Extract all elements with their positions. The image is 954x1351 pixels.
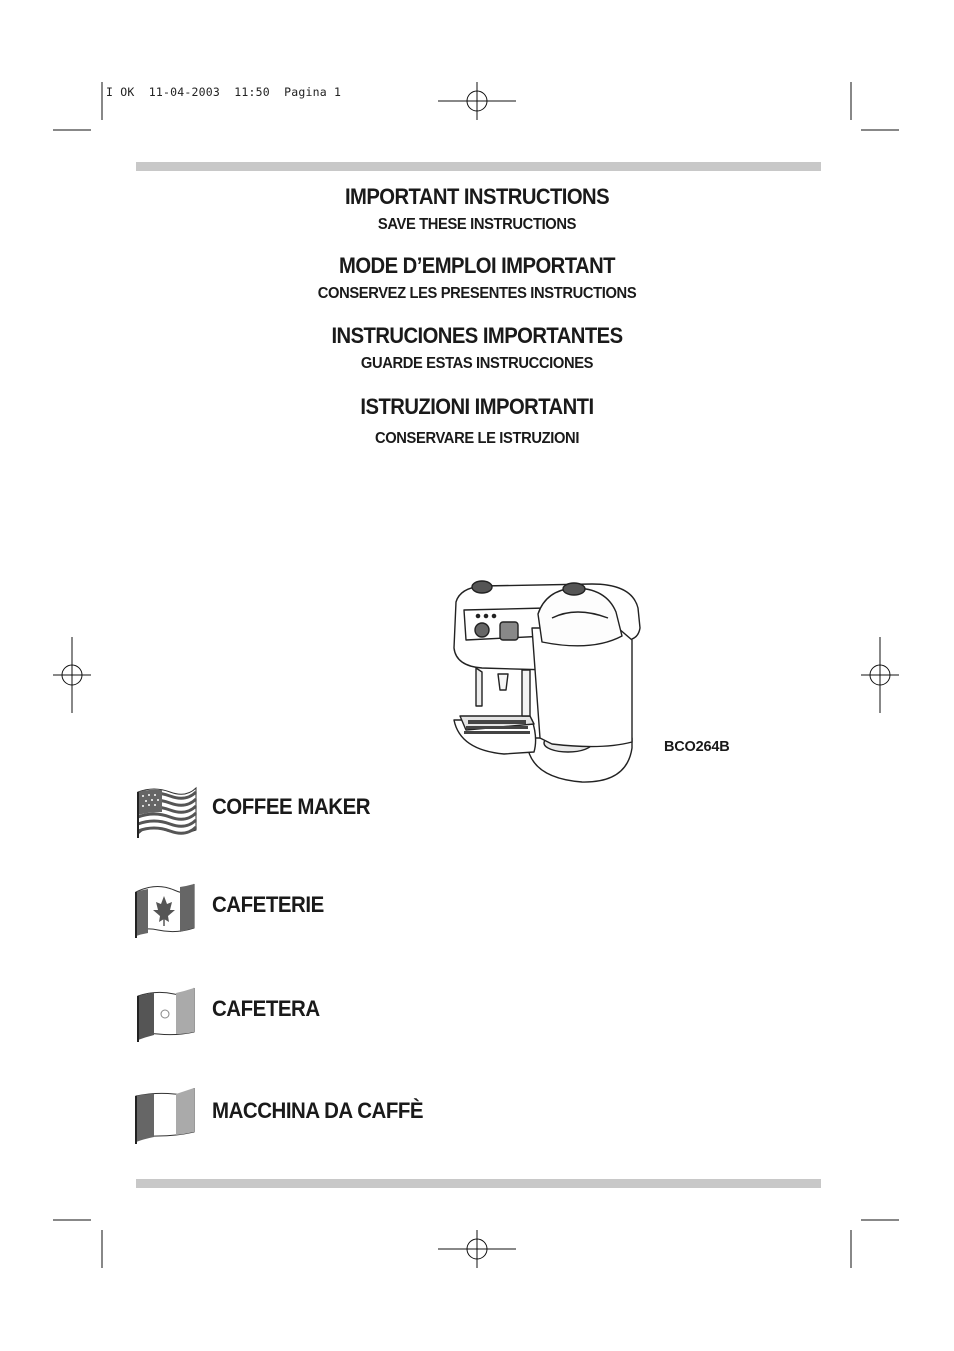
heading-es: INSTRUCIONES IMPORTANTES [331, 323, 623, 348]
bottom-divider-band [136, 1179, 821, 1188]
italy-flag-icon [134, 1088, 198, 1146]
model-number: BCO264B [664, 739, 730, 755]
heading-fr: MODE D’EMPLOI IMPORTANT [339, 253, 615, 278]
language-label-spanish: CAFETERA [212, 996, 320, 1021]
coffee-machine-illustration [442, 578, 652, 784]
subheading-es: GUARDE ESTAS INSTRUCCIONES [360, 355, 594, 372]
subheading-fr: CONSERVEZ LES PRESENTES INSTRUCTIONS [317, 285, 637, 302]
heading-it: ISTRUZIONI IMPORTANTI [360, 394, 594, 419]
language-label-english: COFFEE MAKER [212, 794, 371, 819]
subheading-en: SAVE THESE INSTRUCTIONS [377, 216, 577, 233]
print-slug: I OK 11-04-2003 11:50 Pagina 1 [106, 85, 342, 99]
usa-flag-icon [134, 784, 198, 842]
mexico-flag-icon [134, 986, 198, 1044]
canada-flag-icon [134, 882, 198, 940]
heading-en: IMPORTANT INSTRUCTIONS [344, 184, 610, 209]
subheading-it: CONSERVARE LE ISTRUZIONI [374, 430, 580, 447]
language-label-french: CAFETERIE [212, 892, 324, 917]
language-label-italian: MACCHINA DA CAFFÈ [212, 1098, 424, 1123]
top-divider-band [136, 162, 821, 171]
